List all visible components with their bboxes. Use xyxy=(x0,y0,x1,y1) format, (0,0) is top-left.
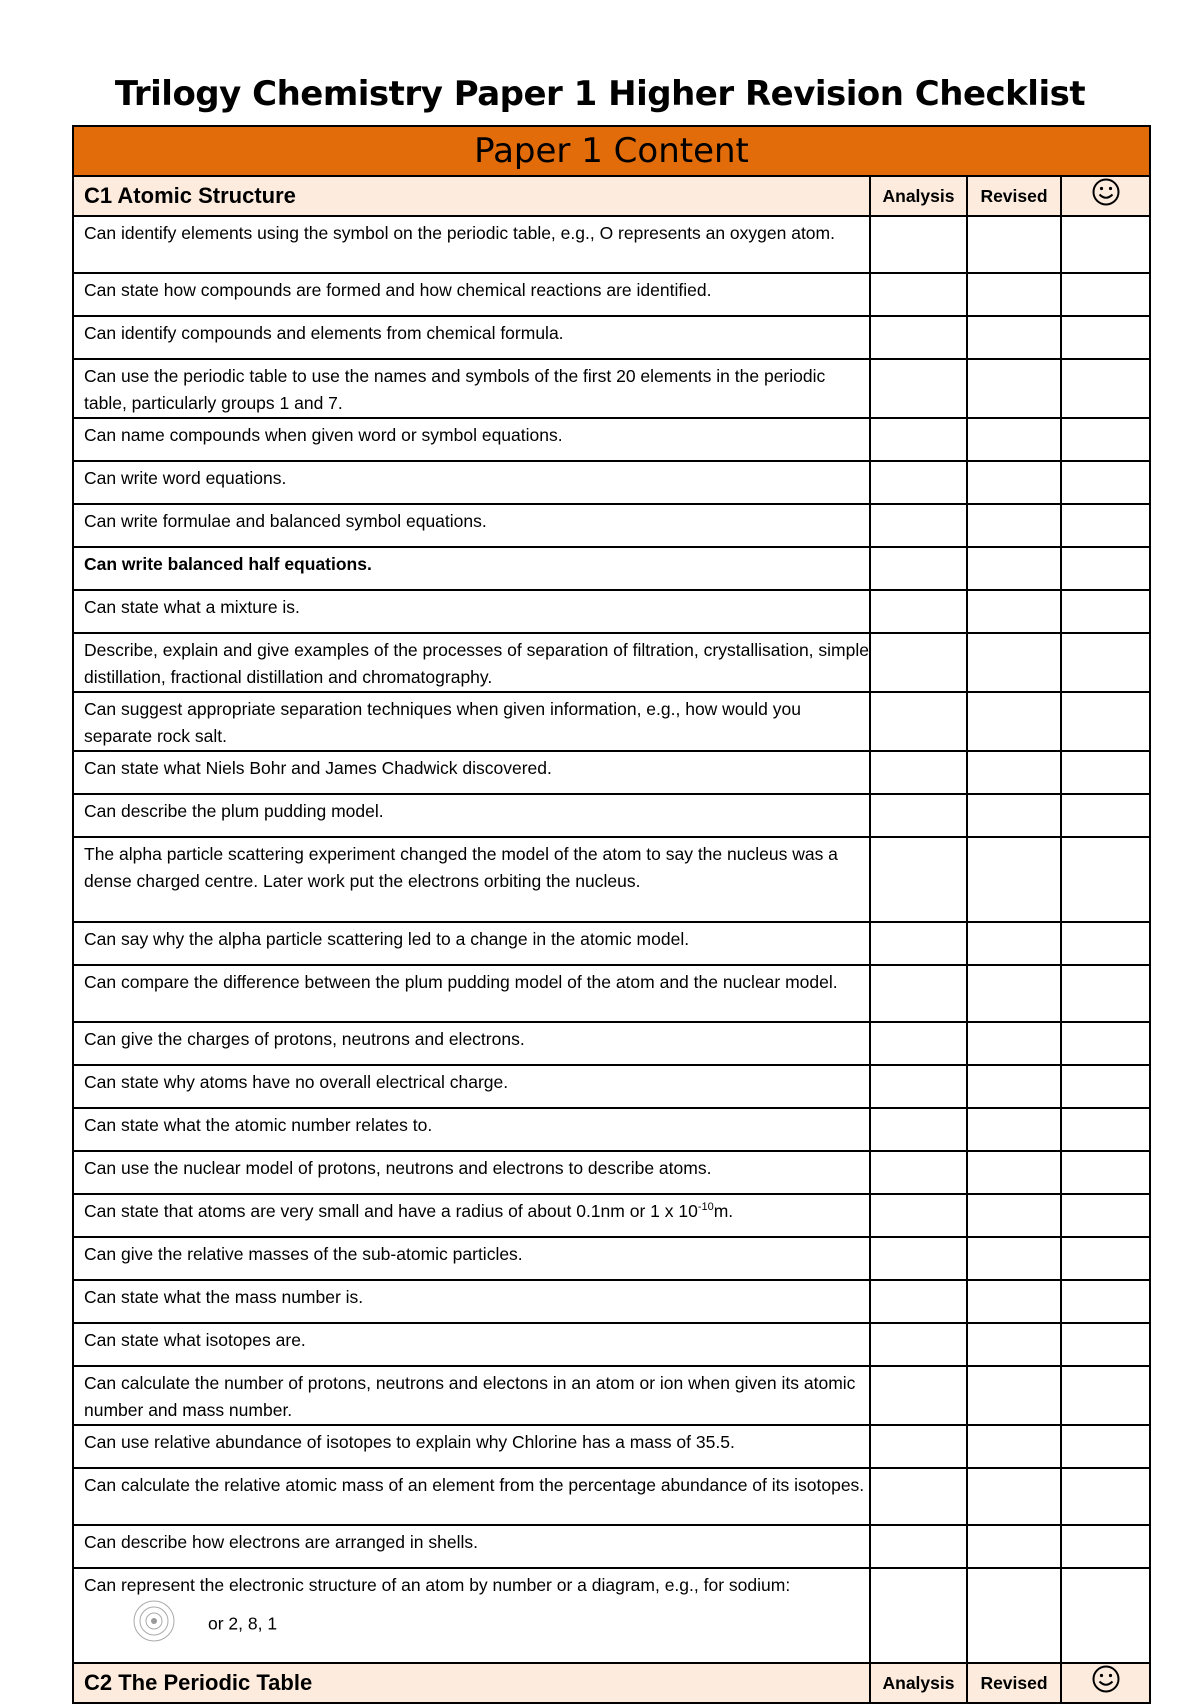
electronic-item-suffix: or 2, 8, 1 xyxy=(208,1613,278,1634)
radius-item-exponent: -10 xyxy=(697,1201,714,1214)
checklist-row xyxy=(73,1280,1150,1323)
analysis-cell[interactable] xyxy=(870,1108,967,1151)
analysis-cell[interactable] xyxy=(870,751,967,794)
revised-cell[interactable] xyxy=(967,1280,1061,1323)
sodium-shell-diagram xyxy=(132,1599,176,1651)
checklist-row xyxy=(73,751,1150,794)
checklist-row xyxy=(73,1468,1150,1525)
revised-cell[interactable] xyxy=(967,1525,1061,1568)
checklist-item: Can identify elements using the symbol on the periodic table, e.g., O represents an oxygen atom. xyxy=(73,216,870,273)
analysis-cell[interactable] xyxy=(870,216,967,273)
checklist-row xyxy=(73,461,1150,504)
revised-cell[interactable] xyxy=(967,418,1061,461)
revised-cell[interactable] xyxy=(967,794,1061,837)
confident-cell[interactable] xyxy=(1061,1366,1150,1425)
confident-cell[interactable] xyxy=(1061,794,1150,837)
analysis-cell[interactable] xyxy=(870,504,967,547)
smile-header xyxy=(1061,1663,1150,1703)
checklist-item: Can state why atoms have no overall electrical charge. xyxy=(73,1065,870,1108)
checklist-item: Can write word equations. xyxy=(73,461,870,504)
confident-cell[interactable] xyxy=(1061,590,1150,633)
analysis-cell[interactable] xyxy=(870,1468,967,1525)
confident-cell[interactable] xyxy=(1061,633,1150,692)
confident-cell[interactable] xyxy=(1061,1525,1150,1568)
analysis-cell[interactable] xyxy=(870,273,967,316)
analysis-cell[interactable] xyxy=(870,359,967,418)
checklist-item: Can compare the difference between the plum pudding model of the atom and the nuclear model. xyxy=(73,965,870,1022)
confident-cell[interactable] xyxy=(1061,1065,1150,1108)
analysis-cell[interactable] xyxy=(870,692,967,751)
checklist-item: Can calculate the number of protons, neutrons and electons in an atom or ion when given its atomic number and mass number. xyxy=(73,1366,870,1425)
checklist-item: Can write formulae and balanced symbol equations. xyxy=(73,504,870,547)
confident-cell[interactable] xyxy=(1061,1022,1150,1065)
analysis-cell[interactable] xyxy=(870,1323,967,1366)
confident-cell[interactable] xyxy=(1061,922,1150,965)
checklist-item: Can calculate the relative atomic mass of an element from the percentage abundance of its isotopes. xyxy=(73,1468,870,1525)
checklist-row xyxy=(73,547,1150,590)
analysis-cell[interactable] xyxy=(870,633,967,692)
checklist-row xyxy=(73,922,1150,965)
content-banner: Paper 1 Content xyxy=(73,126,1150,176)
revised-cell[interactable] xyxy=(967,1568,1061,1663)
checklist-row xyxy=(73,504,1150,547)
checklist-item: Can give the charges of protons, neutrons and electrons. xyxy=(73,1022,870,1065)
confident-cell[interactable] xyxy=(1061,1194,1150,1237)
checklist-item: Describe, explain and give examples of the processes of separation of filtration, crystallisation, simple distillation, fractional distillation and chromatography. xyxy=(73,633,870,692)
confident-cell[interactable] xyxy=(1061,359,1150,418)
checklist-row xyxy=(73,633,1150,692)
revised-cell[interactable] xyxy=(967,1108,1061,1151)
analysis-cell[interactable] xyxy=(870,1568,967,1663)
page-title: Trilogy Chemistry Paper 1 Higher Revision Checklist xyxy=(114,74,1086,114)
analysis-cell[interactable] xyxy=(870,1525,967,1568)
section-title-text: C2 The Periodic Table xyxy=(84,1669,313,1695)
analysis-cell[interactable] xyxy=(870,418,967,461)
analysis-cell[interactable] xyxy=(870,1280,967,1323)
revised-header: Revised xyxy=(967,176,1061,216)
confident-cell[interactable] xyxy=(1061,837,1150,922)
revised-cell[interactable] xyxy=(967,359,1061,418)
confident-cell[interactable] xyxy=(1061,1468,1150,1525)
checklist-row xyxy=(73,1108,1150,1151)
analysis-cell[interactable] xyxy=(870,794,967,837)
analysis-cell[interactable] xyxy=(870,837,967,922)
checklist-row xyxy=(73,418,1150,461)
revised-cell[interactable] xyxy=(967,1237,1061,1280)
revised-cell[interactable] xyxy=(967,316,1061,359)
checklist-item: Can use the nuclear model of protons, neutrons and electrons to describe atoms. xyxy=(73,1151,870,1194)
confident-cell[interactable] xyxy=(1061,216,1150,273)
checklist-row xyxy=(73,1151,1150,1194)
checklist-row xyxy=(73,965,1150,1022)
analysis-cell[interactable] xyxy=(870,965,967,1022)
content-banner-row xyxy=(73,126,1150,176)
revised-cell[interactable] xyxy=(967,1323,1061,1366)
checklist-item: Can describe the plum pudding model. xyxy=(73,794,870,837)
revised-cell[interactable] xyxy=(967,1151,1061,1194)
revised-cell[interactable] xyxy=(967,590,1061,633)
checklist-row xyxy=(73,216,1150,273)
revised-cell[interactable] xyxy=(967,504,1061,547)
checklist-row xyxy=(73,837,1150,922)
section-title xyxy=(73,176,870,216)
revised-cell[interactable] xyxy=(967,273,1061,316)
section-header-row xyxy=(73,1663,1150,1703)
analysis-cell[interactable] xyxy=(870,461,967,504)
analysis-cell[interactable] xyxy=(870,922,967,965)
confident-cell[interactable] xyxy=(1061,1237,1150,1280)
section-title xyxy=(73,1663,870,1703)
confident-cell[interactable] xyxy=(1061,1108,1150,1151)
smile-header xyxy=(1061,176,1150,216)
confident-cell[interactable] xyxy=(1061,461,1150,504)
checklist-item: Can describe how electrons are arranged in shells. xyxy=(73,1525,870,1568)
confident-cell[interactable] xyxy=(1061,965,1150,1022)
checklist-row xyxy=(73,1194,1150,1237)
checklist-row xyxy=(73,1425,1150,1468)
checklist-item: Can say why the alpha particle scattering led to a change in the atomic model. xyxy=(73,922,870,965)
analysis-cell[interactable] xyxy=(870,590,967,633)
analysis-header: Analysis xyxy=(870,176,967,216)
analysis-header: Analysis xyxy=(870,1663,967,1703)
analysis-cell[interactable] xyxy=(870,1237,967,1280)
electronic-item-text: Can represent the electronic structure of an atom by number or a diagram, e.g., for sodium: xyxy=(84,1575,791,1595)
confident-cell[interactable] xyxy=(1061,316,1150,359)
checklist-item: The alpha particle scattering experiment changed the model of the atom to say the nucleus was a dense charged centre. Later work put the electrons orbiting the nucleus. xyxy=(73,837,870,922)
revised-cell[interactable] xyxy=(967,633,1061,692)
checklist-row xyxy=(73,1525,1150,1568)
analysis-cell[interactable] xyxy=(870,316,967,359)
radius-item-unit: m. xyxy=(713,1201,734,1221)
confident-cell[interactable] xyxy=(1061,1568,1150,1663)
revised-cell[interactable] xyxy=(967,1425,1061,1468)
checklist-row xyxy=(73,1568,1150,1663)
confident-cell[interactable] xyxy=(1061,547,1150,590)
checklist-row xyxy=(73,590,1150,633)
confident-cell[interactable] xyxy=(1061,692,1150,751)
checklist-item: Can give the relative masses of the sub-atomic particles. xyxy=(73,1237,870,1280)
revised-cell[interactable] xyxy=(967,837,1061,922)
checklist-row xyxy=(73,794,1150,837)
checklist-row xyxy=(73,273,1150,316)
checklist-row xyxy=(73,1022,1150,1065)
checklist-item: Can identify compounds and elements from chemical formula. xyxy=(73,316,870,359)
revised-cell[interactable] xyxy=(967,692,1061,751)
checklist-item: Can write balanced half equations. xyxy=(73,547,870,590)
checklist-row xyxy=(73,359,1150,418)
checklist-row xyxy=(73,1366,1150,1425)
analysis-cell[interactable] xyxy=(870,1425,967,1468)
revision-checklist-table xyxy=(72,125,1151,1704)
revised-cell[interactable] xyxy=(967,461,1061,504)
confident-cell[interactable] xyxy=(1061,1151,1150,1194)
checklist-item: Can use relative abundance of isotopes to explain why Chlorine has a mass of 35.5. xyxy=(73,1425,870,1468)
checklist-item: Can use the periodic table to use the names and symbols of the first 20 elements in the periodic table, particularly groups 1 and 7. xyxy=(73,359,870,418)
checklist-item xyxy=(73,1194,870,1237)
checklist-item: Can state what isotopes are. xyxy=(73,1323,870,1366)
atom-shells-icon xyxy=(132,1599,176,1643)
revised-cell[interactable] xyxy=(967,1366,1061,1425)
radius-item-text: Can state that atoms are very small and have a radius of about 0.1nm or 1 x 10 xyxy=(84,1201,698,1221)
smiley-face-icon xyxy=(1091,177,1121,207)
section-header-row xyxy=(73,176,1150,216)
section-title-text: C1 Atomic Structure xyxy=(84,182,296,208)
revised-cell[interactable] xyxy=(967,547,1061,590)
analysis-cell[interactable] xyxy=(870,1022,967,1065)
confident-cell[interactable] xyxy=(1061,751,1150,794)
confident-cell[interactable] xyxy=(1061,1425,1150,1468)
confident-cell[interactable] xyxy=(1061,504,1150,547)
revised-cell[interactable] xyxy=(967,751,1061,794)
confident-cell[interactable] xyxy=(1061,418,1150,461)
checklist-item xyxy=(73,1568,870,1663)
checklist-row xyxy=(73,1323,1150,1366)
revised-cell[interactable] xyxy=(967,216,1061,273)
checklist-row xyxy=(73,692,1150,751)
analysis-cell[interactable] xyxy=(870,1151,967,1194)
smiley-face-icon xyxy=(1091,1664,1121,1694)
revised-cell[interactable] xyxy=(967,965,1061,1022)
revised-cell[interactable] xyxy=(967,922,1061,965)
checklist-item: Can suggest appropriate separation techniques when given information, e.g., how would you separate rock salt. xyxy=(73,692,870,751)
analysis-cell[interactable] xyxy=(870,1194,967,1237)
checklist-item: Can state what Niels Bohr and James Chadwick discovered. xyxy=(73,751,870,794)
revised-cell[interactable] xyxy=(967,1194,1061,1237)
checklist-item: Can name compounds when given word or symbol equations. xyxy=(73,418,870,461)
checklist-item: Can state how compounds are formed and how chemical reactions are identified. xyxy=(73,273,870,316)
checklist-row xyxy=(73,316,1150,359)
analysis-cell[interactable] xyxy=(870,1065,967,1108)
checklist-item: Can state what the atomic number relates to. xyxy=(73,1108,870,1151)
checklist-row xyxy=(73,1237,1150,1280)
revised-cell[interactable] xyxy=(967,1065,1061,1108)
confident-cell[interactable] xyxy=(1061,1280,1150,1323)
analysis-cell[interactable] xyxy=(870,547,967,590)
checklist-item: Can state what a mixture is. xyxy=(73,590,870,633)
analysis-cell[interactable] xyxy=(870,1366,967,1425)
revised-header: Revised xyxy=(967,1663,1061,1703)
confident-cell[interactable] xyxy=(1061,1323,1150,1366)
checklist-item: Can state what the mass number is. xyxy=(73,1280,870,1323)
revised-cell[interactable] xyxy=(967,1468,1061,1525)
checklist-row xyxy=(73,1065,1150,1108)
confident-cell[interactable] xyxy=(1061,273,1150,316)
revised-cell[interactable] xyxy=(967,1022,1061,1065)
